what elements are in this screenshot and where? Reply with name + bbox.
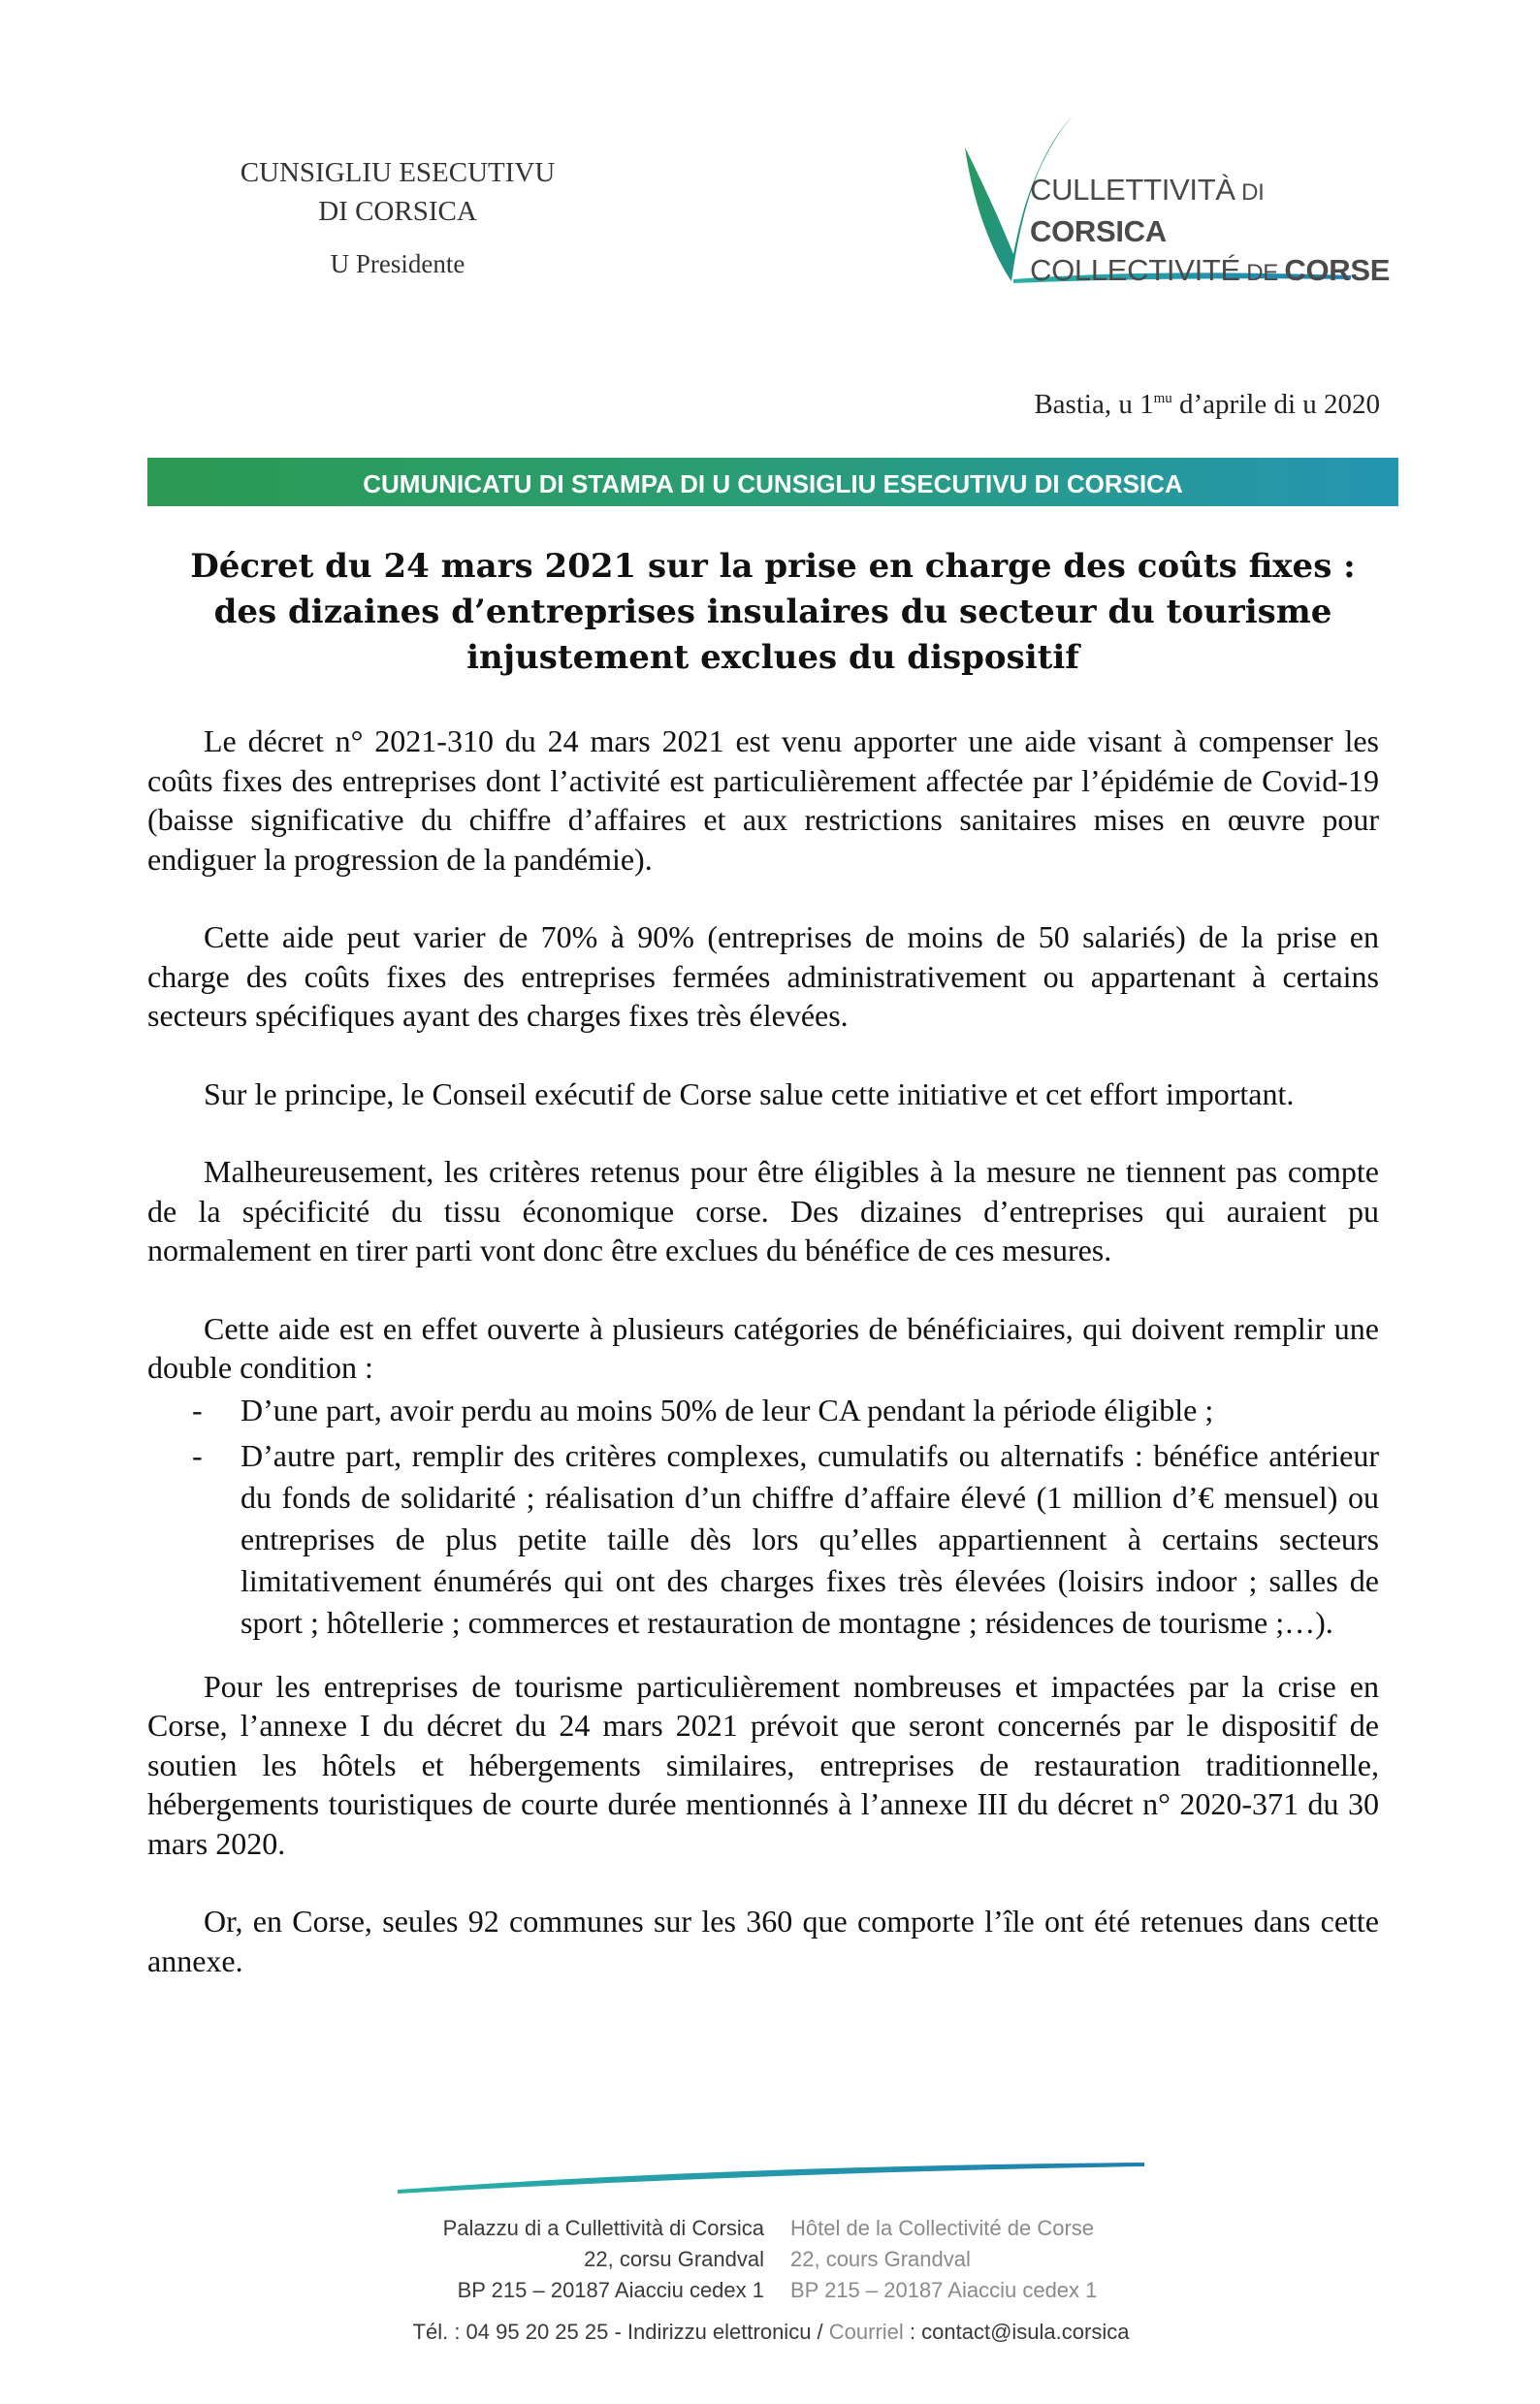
bullet-dash: - [192,1392,203,1427]
executive-council-heading [155,153,640,283]
document-date: Bastia, u $1^{mu}$ d’aprile di u 2020 [1034,389,1380,420]
document-title [147,544,1398,681]
list-item: - D’autre part, remplir des critères complexes, cumulatifs ou alternatifs : bénéfice antérieur du fonds de solidarité ; réalisation d’un chiffre d’affaire élevé (1 million d’€ mensuel) ou entreprises de plus petite taille dès lors qu’elles appartiennent à certains secteurs limitativement énumérés qui ont des charges fixes très élevées (loisirs indoor ; salles de sport ; hôtellerie ; commerces et restauration de montagne ; résidences de tourisme ;…). [147,1435,1379,1644]
logo-line-corsica: CULLETTIVITÀ DI CORSICA [1030,173,1265,248]
title-line-1: Décret du 24 mars 2021 sur la prise en charge des coûts fixes : [190,547,1356,586]
footer-phone: Tél. : 04 95 20 25 25 - Indirizzu elettronicu [412,2320,812,2344]
paragraph-1: Le décret n° 2021-310 du 24 mars 2021 est venu apporter une aide visant à compenser les coûts fixes des entreprises dont l’activité est particulièrement affectée par l’épidémie de Covid-19 (baisse significative du chiffre d’affaires et aux restrictions sanitaires mises en œuvre pour endiguer la progression de la pandémie). [147,723,1379,877]
footer-address-french: Hôtel de la Collectivité de Corse 22, cours Grandval BP 215 – 20187 Aiacciu cedex 1 [790,2216,1098,2302]
logo-line-corse: COLLECTIVITÉ DE CORSE [1030,253,1391,287]
paragraph-5: Cette aide est en effet ouverte à plusieurs catégories de bénéficiaires, qui doivent remplir une double condition : [147,1310,1379,1385]
footer-address-corsican: Palazzu di a Cullettività di Corsica 22, corsu Grandval BP 215 – 20187 Aiacciu cedex 1 [442,2216,764,2302]
paragraph-4: Malheureusement, les critères retenus pour être éligibles à la mesure ne tiennent pas compte de la spécificité du tissu économique corse. Des dizaines d’entreprises qui auraient pu normalement en tirer parti vont donc être exclues du bénéfice de ces mesures. [147,1154,1379,1267]
paragraph-7: Or, en Corse, seules 92 communes sur les 360 que comporte l’île ont été retenues dans cette annexe. [147,1904,1379,1978]
press-release-banner: CUMUNICATU DI STAMPA DI U CUNSIGLIU ESECUTIVU DI CORSICA [147,458,1398,506]
bullet-dash: - [192,1437,203,1473]
document-body [147,721,1379,2019]
paragraph-3: Sur le principe, le Conseil exécutif de Corse salue cette initiative et cet effort important. [204,1075,1295,1111]
footer-contact: Tél. : 04 95 20 25 25 - Indirizzu elettronicu / Courriel : contact@isula.corsica [412,2320,1130,2344]
paragraph-2: Cette aide peut varier de 70% à 90% (entreprises de moins de 50 salariés) de la prise en charge des coûts fixes des entreprises fermées administrativement ou appartenant à certains secteurs spécifiques ayant des charges fixes très élevées. [147,919,1379,1033]
title-line-2: des dizaines d’entreprises insulaires du secteur du tourisme [213,593,1332,631]
president-label: U Presidente [330,249,465,278]
exec-line-2: DI CORSICA [318,196,477,227]
paragraph-6: Pour les entreprises de tourisme particulièrement nombreuses et impactées par la crise en Corse, l’annexe I du décret du 24 mars 2021 prévoit que seront concernés par le dispositif de soutien les hôtels et hébergements similaires, entreprises de restauration traditionnelle, hébergements touristiques de courte durée mentionnés à l’annexe III du décret n° 2020-371 du 30 mars 2020. [147,1668,1379,1861]
title-line-3: injustement exclues du dispositif [466,638,1079,677]
conditions-list [147,1390,1379,1644]
footer-swoosh-icon [398,2157,1144,2196]
collectivite-logo-text [1030,171,1398,293]
footer-email: : contact@isula.corsica [903,2320,1130,2344]
exec-line-1: CUNSIGLIU ESECUTIVU [240,157,556,188]
list-item: - D’une part, avoir perdu au moins 50% de leur CA pendant la période éligible ; [147,1390,1379,1431]
